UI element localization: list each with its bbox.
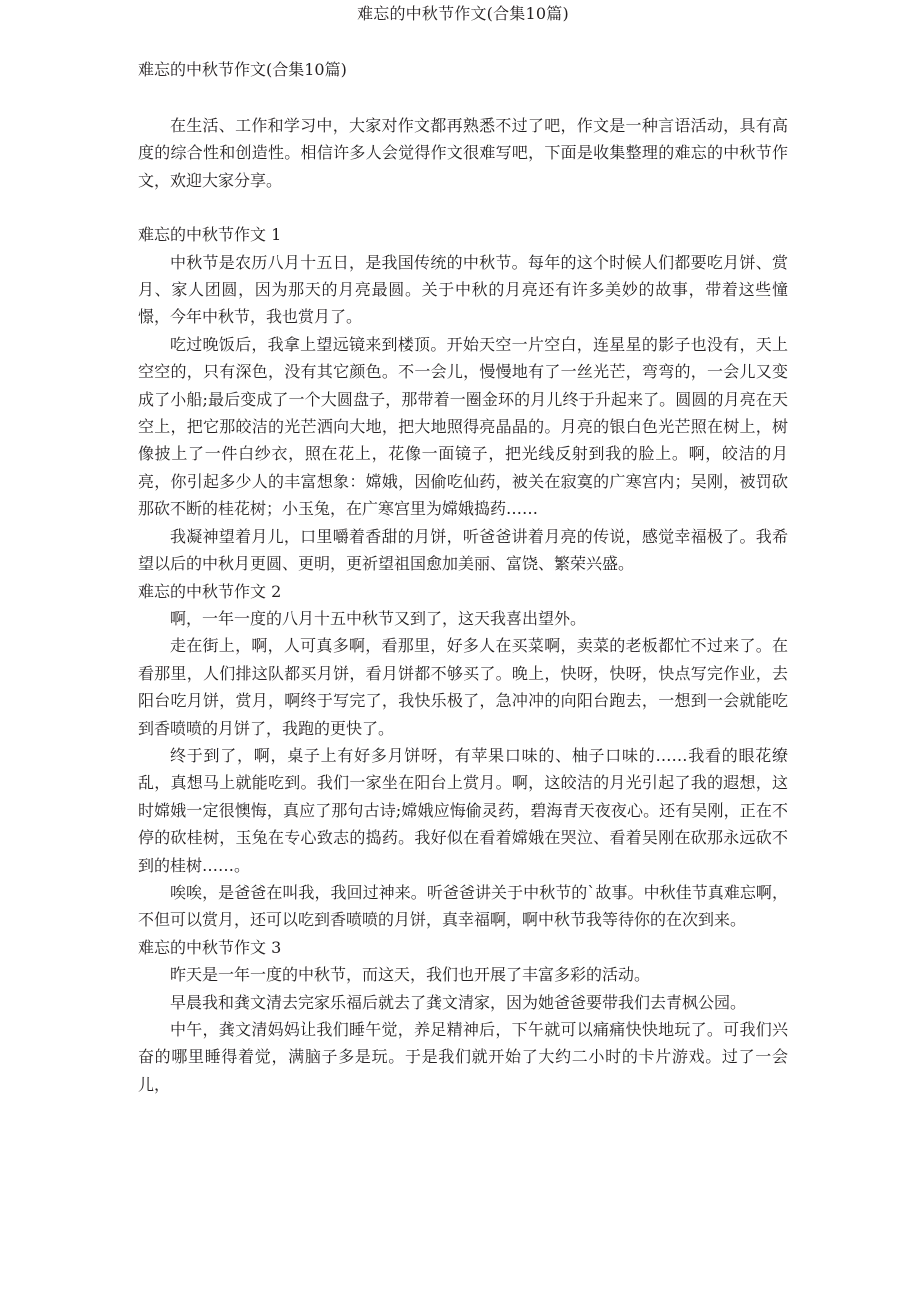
essay-1-paragraph-1: 中秋节是农历八月十五日，是我国传统的中秋节。每年的这个时候人们都要吃月饼、赏月、家人团圆，因为那天的月亮最圆。关于中秋的月亮还有许多美妙的故事，带着这些憧憬，今年中秋节，我也赏月了。 — [138, 252, 788, 327]
document-content — [138, 0, 788, 1098]
essay-1-paragraph-3: 我凝神望着月儿，口里嚼着香甜的月饼，听爸爸讲着月亮的传说，感觉幸福极了。我希望以后的中秋月更圆、更明，更祈望祖国愈加美丽、富饶、繁荣兴盛。 — [138, 526, 788, 574]
essay-2-paragraph-4: 唉唉，是爸爸在叫我，我回过神来。听爸爸讲关于中秋节的`故事。中秋佳节真难忘啊，不但可以赏月，还可以吃到香喷喷的月饼，真幸福啊，啊中秋节我等待你的在次到来。 — [138, 882, 788, 930]
essay-2-paragraph-2: 走在街上，啊，人可真多啊，看那里，好多人在买菜啊，卖菜的老板都忙不过来了。在看那里，人们排这队都买月饼，看月饼都不够买了。晚上，快呀，快呀，快点写完作业，去阳台吃月饼，赏月，啊终于写完了，我快乐极了，急冲冲的向阳台跑去，一想到一会就能吃到香喷喷的月饼了，我跑的更快了。 — [138, 636, 788, 738]
essay-1-paragraph-2: 吃过晚饭后，我拿上望远镜来到楼顶。开始天空一片空白，连星星的影子也没有，天上空空的，只有深色，没有其它颜色。不一会儿，慢慢地有了一丝光芒，弯弯的，一会儿又变成了小船;最后变成了一个大圆盘子，那带着一圈金环的月儿终于升起来了。圆圆的月亮在天空上，把它那皎洁的光芒洒向大地，把大地照得亮晶晶的。月亮的银白色光芒照在树上，树像披上了一件白纱衣，照在花上，花像一面镜子，把光线反射到我的脸上。啊，皎洁的月亮，你引起多少人的丰富想象：嫦娥，因偷吃仙药，被关在寂寞的广寒宫内；吴刚，被罚砍那砍不断的桂花树；小玉兔，在广寒宫里为嫦娥捣药…… — [138, 334, 788, 519]
intro-gap — [138, 194, 788, 221]
page-title: 难忘的中秋节作文(合集10篇) — [357, 4, 569, 23]
essay-3-paragraph-1: 昨天是一年一度的中秋节，而这天，我们也开展了丰富多彩的活动。 — [170, 965, 651, 985]
essay-heading-1: 难忘的中秋节作文 1 — [138, 225, 282, 245]
repeated-title: 难忘的中秋节作文(合集10篇) — [138, 60, 347, 79]
essay-heading-2: 难忘的中秋节作文 2 — [138, 581, 282, 601]
intro-paragraph: 在生活、工作和学习中，大家对作文都再熟悉不过了吧，作文是一种言语活动，具有高度的综合性和创造性。相信许多人会觉得作文很难写吧，下面是收集整理的难忘的中秋节作文，欢迎大家分享。 — [138, 116, 788, 190]
title-spacer — [138, 27, 788, 56]
subtitle-spacer — [138, 83, 788, 112]
essay-3-paragraph-3: 中午，龚文清妈妈让我们睡午觉，养足精神后，下午就可以痛痛快快地玩了。可我们兴奋的哪里睡得着觉，满脑子多是玩。于是我们就开始了大约二小时的卡片游戏。过了一会儿， — [138, 1020, 788, 1094]
essay-3-paragraph-2: 早晨我和龚文清去完家乐福后就去了龚文清家，因为她爸爸要带我们去青枫公园。 — [170, 992, 747, 1012]
essay-heading-3: 难忘的中秋节作文 3 — [138, 937, 282, 957]
essay-2-paragraph-1: 啊，一年一度的八月十五中秋节又到了，这天我喜出望外。 — [170, 608, 587, 628]
essay-2-paragraph-3: 终于到了，啊，桌子上有好多月饼呀，有苹果口味的、柚子口味的……我看的眼花缭乱，真想马上就能吃到。我们一家坐在阳台上赏月。啊，这皎洁的月光引起了我的遐想，这时嫦娥一定很懊悔，真应了那句古诗;嫦娥应悔偷灵药，碧海青天夜夜心。还有吴刚，正在不停的砍桂树，玉兔在专心致志的捣药。我好似在看着嫦娥在哭泣、看着吴刚在砍那永远砍不到的桂树……。 — [138, 745, 788, 875]
